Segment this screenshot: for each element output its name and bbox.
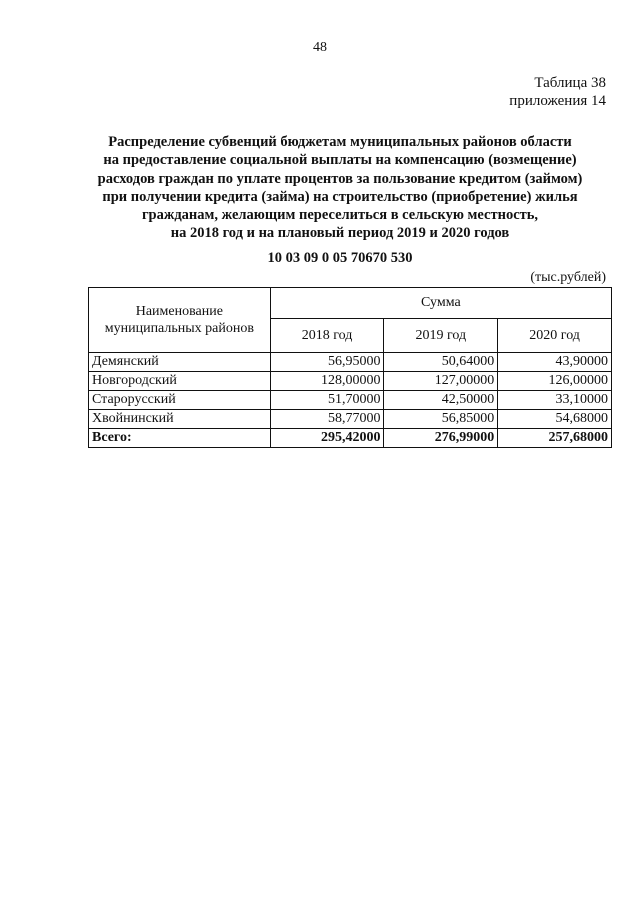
- total-2020: 257,68000: [498, 429, 612, 448]
- amount-2020: 33,10000: [498, 391, 612, 410]
- amount-2019: 127,00000: [384, 372, 498, 391]
- total-label: Всего:: [89, 429, 271, 448]
- title-line: на предоставление социальной выплаты на компенсацию (возмещение): [103, 152, 577, 169]
- total-2018: 295,42000: [270, 429, 384, 448]
- region-name: Демянский: [89, 353, 271, 372]
- table-row: [89, 353, 612, 372]
- amount-2020: 54,68000: [498, 410, 612, 429]
- header-sum: Сумма: [270, 288, 611, 319]
- amount-2019: 42,50000: [384, 391, 498, 410]
- amount-2020: 126,00000: [498, 372, 612, 391]
- header-year-2018: 2018 год: [270, 319, 384, 353]
- total-2019: 276,99000: [384, 429, 498, 448]
- document-title: [80, 133, 600, 243]
- region-name: Старорусский: [89, 391, 271, 410]
- table-row: [89, 410, 612, 429]
- table-row: [89, 372, 612, 391]
- header-year-2020: 2020 год: [498, 319, 612, 353]
- unit-note: (тыс.рублей): [530, 270, 606, 285]
- budget-classification-code: 10 03 09 0 05 70670 530: [267, 250, 413, 266]
- title-line: на 2018 год и на плановый период 2019 и 2020 годов: [170, 225, 510, 242]
- table-header-row: [89, 288, 612, 319]
- amount-2019: 56,85000: [384, 410, 498, 429]
- amount-2018: 51,70000: [270, 391, 384, 410]
- amount-2020: 43,90000: [498, 353, 612, 372]
- page-number: 48: [313, 40, 327, 55]
- amount-2018: 56,95000: [270, 353, 384, 372]
- amount-2018: 128,00000: [270, 372, 384, 391]
- region-name: Новгородский: [89, 372, 271, 391]
- table-reference: [509, 74, 606, 110]
- title-line: Распределение субвенций бюджетам муниципальных районов области: [108, 134, 572, 150]
- title-line: гражданам, желающим переселиться в сельскую местность,: [141, 207, 539, 224]
- table-row: [89, 391, 612, 410]
- title-line: расходов граждан по уплате процентов за пользование кредитом (займом): [97, 170, 583, 187]
- total-row: [89, 429, 612, 448]
- amount-2019: 50,64000: [384, 353, 498, 372]
- header-year-2019: 2019 год: [384, 319, 498, 353]
- header-region: Наименование муниципальных районов: [89, 288, 271, 353]
- title-line: при получении кредита (займа) на строительство (приобретение) жилья: [102, 188, 578, 205]
- amount-2018: 58,77000: [270, 410, 384, 429]
- table-reference-number: Таблица 38: [534, 75, 606, 91]
- region-name: Хвойнинский: [89, 410, 271, 429]
- subsidy-table: [88, 287, 612, 448]
- appendix-reference: приложения 14: [509, 93, 606, 109]
